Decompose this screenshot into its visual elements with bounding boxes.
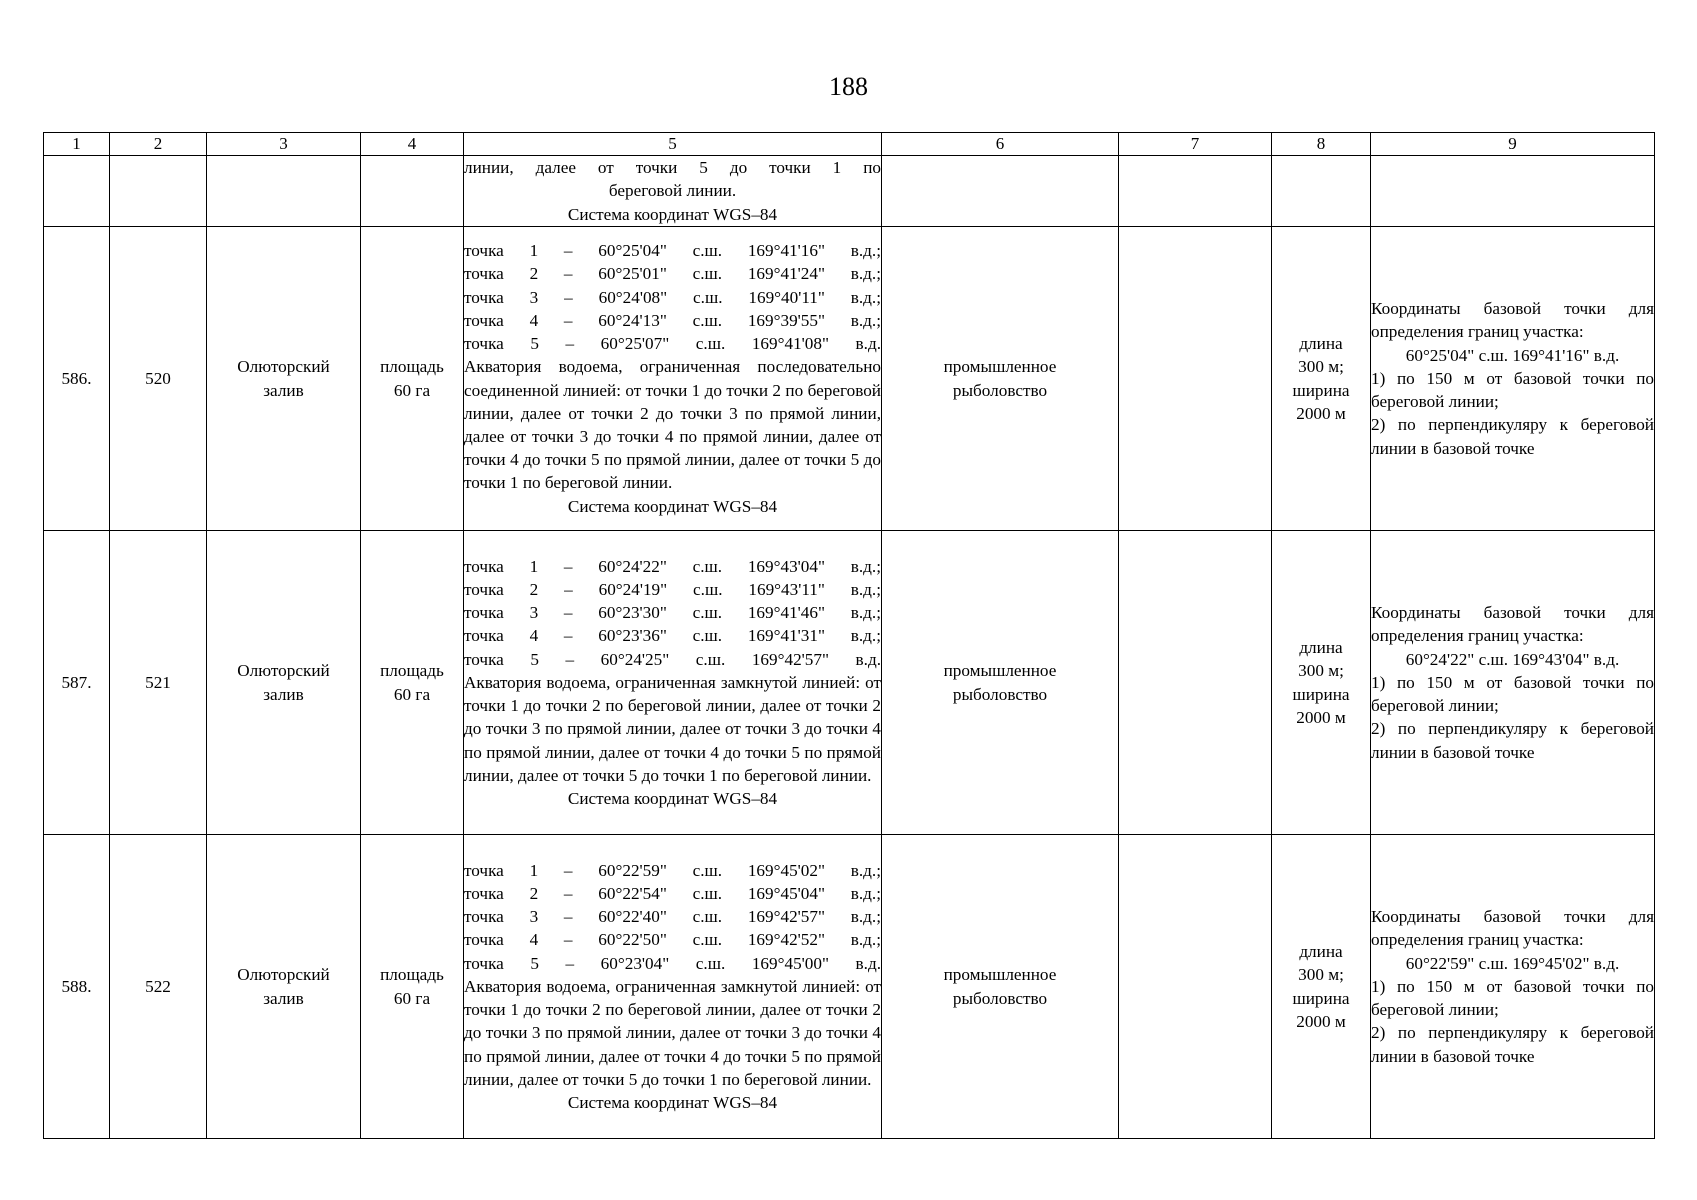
- column-header: 4: [361, 133, 464, 156]
- boundary-description: Акватория водоема, ограниченная замкнутой линией: от точки 1 до точки 2 по береговой линии, далее от точки 2 до точки 3 по прямой линии, далее от точки 3 до точки 4 по прямой линии, далее от точки 4 до точки 5 по прямой линии, далее от точки 5 до точки 1 по береговой линии.: [464, 976, 881, 1089]
- boundary-description: Акватория водоема, ограниченная замкнутой линией: от точки 1 до точки 2 по береговой линии, далее от точки 2 до точки 3 по прямой линии, далее от точки 3 до точки 4 по прямой линии, далее от точки 4 до точки 5 по прямой линии, далее от точки 5 до точки 1 по береговой линии.: [464, 672, 881, 785]
- column-number-header: [44, 133, 1655, 156]
- column-7-cell: [1119, 835, 1272, 1139]
- boundary-point: точка 4 – 60°22'50" с.ш. 169°42'52" в.д.;: [464, 930, 881, 950]
- location: Олюторский залив: [207, 835, 361, 1139]
- column-header: 1: [44, 133, 110, 156]
- column-7-cell: [1119, 227, 1272, 531]
- boundary-coordinates: [464, 531, 882, 835]
- area-size: площадь 60 га: [361, 531, 464, 835]
- area-code: 521: [110, 531, 207, 835]
- dimensions: длина 300 м; ширина 2000 м: [1272, 531, 1371, 835]
- location: Олюторский залив: [207, 531, 361, 835]
- coordinate-system: Система координат WGS–84: [567, 788, 778, 808]
- boundary-point: точка 1 – 60°25'04" с.ш. 169°41'16" в.д.;: [464, 241, 881, 261]
- boundary-point: точка 3 – 60°24'08" с.ш. 169°40'11" в.д.;: [464, 287, 881, 307]
- column-7-cell: [1119, 531, 1272, 835]
- base-point-note: Координаты базовой точки для определения границ участка: 60°24'22" с.ш. 169°43'04" в.д. 1) по 150 м от базовой точки по береговой линии; 2) по перпендикуляру к береговой линии в базовой точке: [1371, 531, 1655, 835]
- boundary-point: точка 1 – 60°22'59" с.ш. 169°45'02" в.д.;: [464, 860, 881, 880]
- boundary-coordinates: [464, 835, 882, 1139]
- boundary-point: точка 2 – 60°25'01" с.ш. 169°41'24" в.д.;: [464, 264, 881, 284]
- boundary-point: точка 5 – 60°23'04" с.ш. 169°45'00" в.д.: [464, 953, 881, 973]
- column-header: 8: [1272, 133, 1371, 156]
- boundary-point: точка 5 – 60°25'07" с.ш. 169°41'08" в.д.: [464, 334, 881, 354]
- column-header: 3: [207, 133, 361, 156]
- dimensions: длина 300 м; ширина 2000 м: [1272, 227, 1371, 531]
- base-point-note: Координаты базовой точки для определения границ участка: 60°25'04" с.ш. 169°41'16" в.д. 1) по 150 м от базовой точки по береговой линии; 2) по перпендикуляру к береговой линии в базовой точке: [1371, 227, 1655, 531]
- table-row: [44, 227, 1655, 531]
- boundary-point: точка 2 – 60°22'54" с.ш. 169°45'04" в.д.;: [464, 884, 881, 904]
- location: Олюторский залив: [207, 227, 361, 531]
- boundary-point: точка 5 – 60°24'25" с.ш. 169°42'57" в.д.: [464, 649, 881, 669]
- boundary-point: точка 3 – 60°23'30" с.ш. 169°41'46" в.д.;: [464, 603, 881, 623]
- area-size: площадь 60 га: [361, 835, 464, 1139]
- column-header: 2: [110, 133, 207, 156]
- coordinate-system: Система координат WGS–84: [567, 496, 778, 516]
- boundary-point: точка 3 – 60°22'40" с.ш. 169°42'57" в.д.;: [464, 907, 881, 927]
- base-point-note: Координаты базовой точки для определения границ участка: 60°22'59" с.ш. 169°45'02" в.д. 1) по 150 м от базовой точки по береговой линии; 2) по перпендикуляру к береговой линии в базовой точке: [1371, 835, 1655, 1139]
- dimensions: длина 300 м; ширина 2000 м: [1272, 835, 1371, 1139]
- coordinate-system: Система координат WGS–84: [567, 1092, 778, 1112]
- boundary-point: точка 1 – 60°24'22" с.ш. 169°43'04" в.д.;: [464, 556, 881, 576]
- column-header: 6: [882, 133, 1119, 156]
- row-number: 586.: [44, 227, 110, 531]
- continuation-row: [44, 156, 1655, 227]
- table-row: [44, 531, 1655, 835]
- purpose: промышленное рыболовство: [882, 531, 1119, 835]
- boundary-point: точка 4 – 60°23'36" с.ш. 169°41'31" в.д.;: [464, 626, 881, 646]
- purpose: промышленное рыболовство: [882, 835, 1119, 1139]
- boundary-point: точка 2 – 60°24'19" с.ш. 169°43'11" в.д.;: [464, 580, 881, 600]
- table-row: [44, 835, 1655, 1139]
- boundary-coordinates: [464, 227, 882, 531]
- row-number: 587.: [44, 531, 110, 835]
- column-header: 5: [464, 133, 882, 156]
- page-number: 188: [829, 72, 868, 101]
- column-header: 9: [1371, 133, 1655, 156]
- area-code: 520: [110, 227, 207, 531]
- column-header: 7: [1119, 133, 1272, 156]
- boundary-point: точка 4 – 60°24'13" с.ш. 169°39'55" в.д.;: [464, 310, 881, 330]
- area-size: площадь 60 га: [361, 227, 464, 531]
- fishing-areas-table: [43, 132, 1655, 1139]
- continued-boundary-description: линии, далее от точки 5 до точки 1 по береговой линии. Система координат WGS–84: [464, 156, 882, 227]
- row-number: 588.: [44, 835, 110, 1139]
- area-code: 522: [110, 835, 207, 1139]
- purpose: промышленное рыболовство: [882, 227, 1119, 531]
- boundary-description: Акватория водоема, ограниченная последовательно соединенной линией: от точки 1 до точки 2 по береговой линии, далее от точки 2 до точки 3 по прямой линии, далее от точки 3 до точки 4 по прямой линии, далее от точки 4 до точки 5 по прямой линии, далее от точки 5 до точки 1 по береговой линии.: [464, 357, 881, 493]
